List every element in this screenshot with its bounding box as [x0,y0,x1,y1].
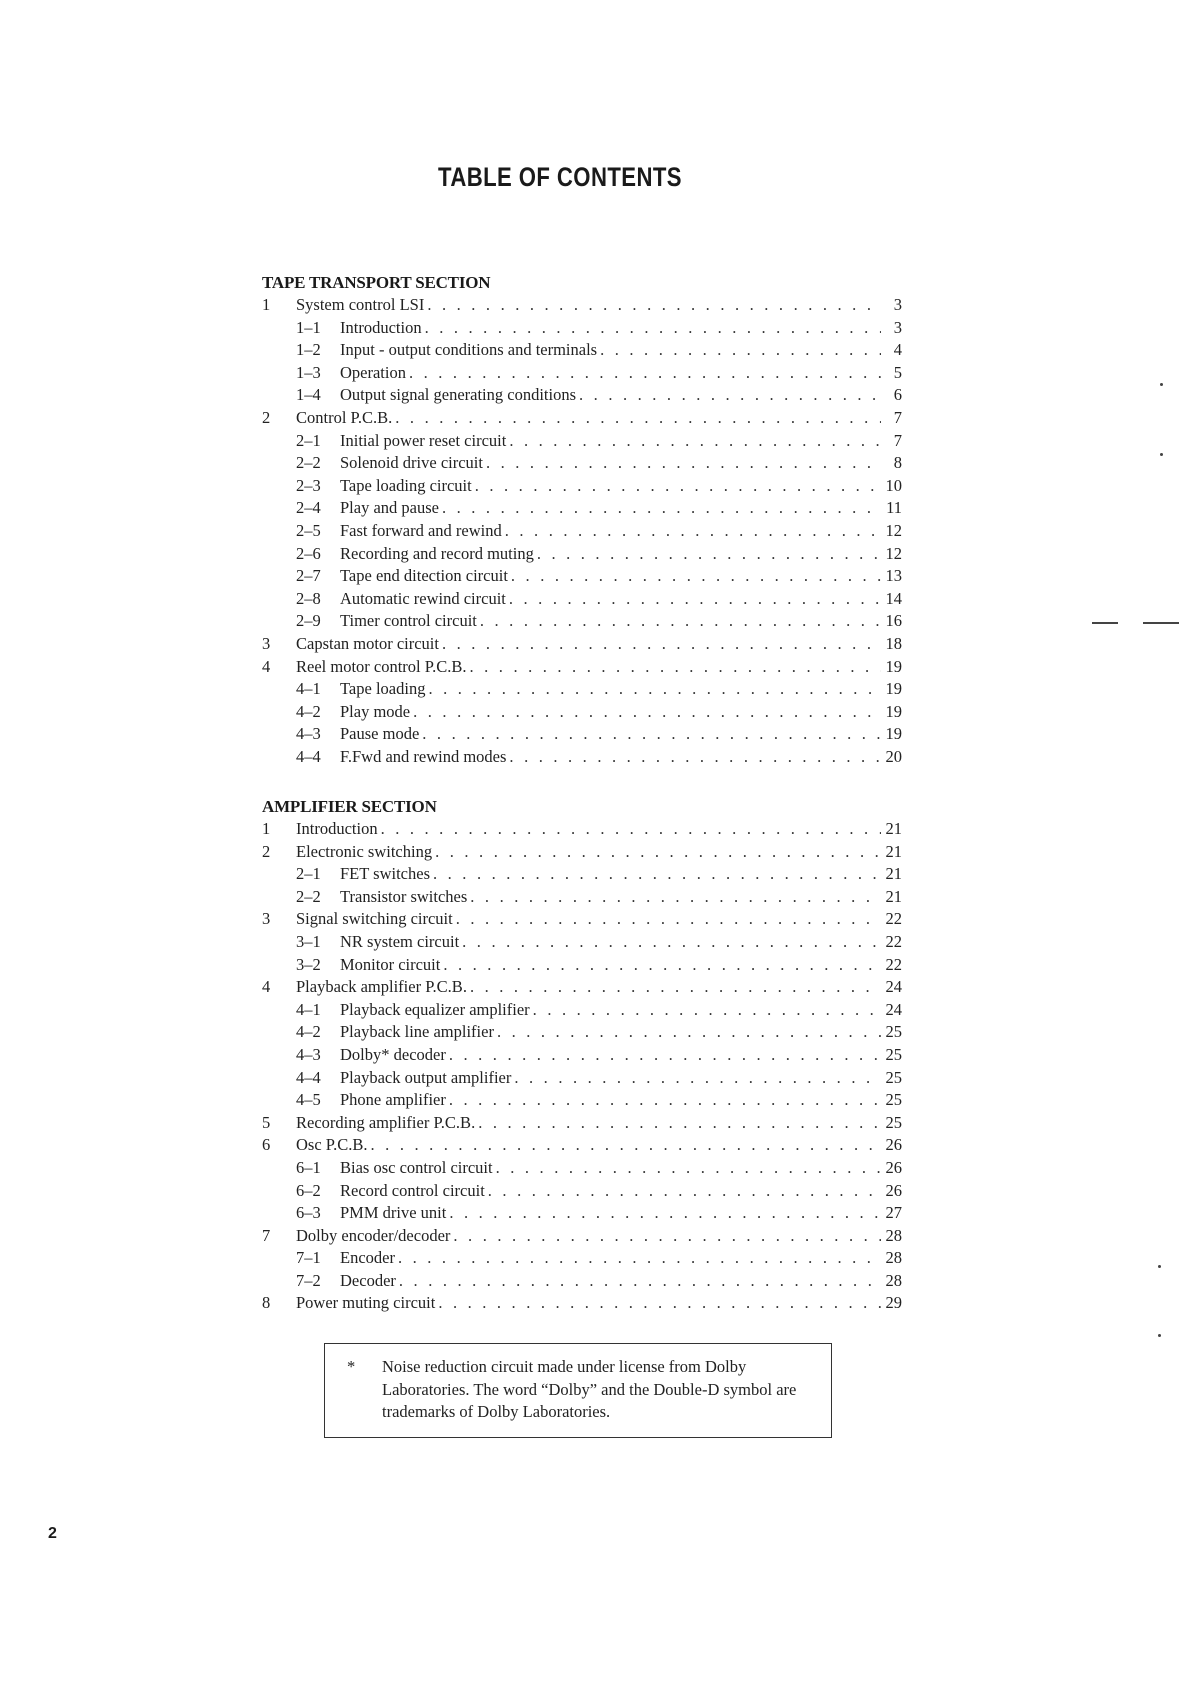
subsection-number: 2–7 [296,566,321,586]
entry-title: Dolby encoder/decoder [296,1225,451,1245]
toc-amplifier-section [262,796,902,1315]
entry-number: 1 [262,819,271,838]
toc-entry [262,976,902,999]
entry-page-number: 21 [885,864,902,884]
entry-page-number: 3 [893,295,902,314]
toc-entry [262,818,902,841]
subsection-number: 4–2 [296,1022,321,1042]
entry-title: Operation [340,362,406,382]
dot-leader [399,1270,881,1293]
scan-speck [1158,1334,1161,1337]
toc-entry [262,497,902,520]
entry-page-number: 22 [885,909,902,929]
scan-speck [1160,383,1163,386]
entry-title: Phone amplifier [340,1090,446,1110]
entry-body [296,588,902,611]
entry-body [296,497,902,520]
dot-leader [398,1247,881,1270]
dot-leader [442,497,881,520]
dot-leader [453,1225,881,1248]
toc-entry [262,1134,902,1157]
entry-body [296,1067,902,1090]
toc-entry [262,931,902,954]
dot-leader [505,520,881,543]
entry-body [296,1157,902,1180]
entry-title: Initial power reset circuit [340,430,507,450]
entry-title: Tape loading circuit [340,475,472,495]
subsection-number: 1–4 [296,385,321,405]
entry-body [296,475,902,498]
entry-page-number: 22 [885,931,902,951]
scan-speck [1143,622,1179,624]
entry-body [296,294,902,317]
entry-title: FET switches [340,864,430,884]
entry-number: 5 [262,1112,271,1132]
subsection-number: 6–2 [296,1180,321,1200]
toc-entry [262,452,902,475]
entry-number: 6 [262,1135,271,1155]
entry-title: Introduction [296,819,378,838]
subsection-number: 1–3 [296,362,321,382]
subsection-number: 2–1 [296,864,321,884]
dot-leader [533,999,881,1022]
dot-leader [422,723,881,746]
dot-leader [511,565,881,588]
entry-body [296,976,902,999]
entry-page-number: 13 [885,566,902,586]
entry-number: 2 [262,407,271,427]
toc-entry [262,1067,902,1090]
entry-page-number: 12 [885,543,902,563]
toc-entry [262,520,902,543]
entry-body [296,841,902,864]
entry-body [296,908,902,931]
dot-leader [600,339,881,362]
entry-body [296,317,902,340]
dot-leader [509,588,881,611]
entry-number: 3 [262,909,271,929]
entry-number: 1 [262,295,271,314]
entry-title: Recording amplifier P.C.B. [296,1112,476,1132]
entry-number: 2 [262,841,271,861]
toc-entry [262,633,902,656]
entry-number: 7 [262,1225,271,1245]
entry-title: Play mode [340,701,411,721]
entry-page-number: 29 [885,1293,902,1313]
section-heading: TAPE TRANSPORT SECTION [262,273,491,292]
dot-leader [475,475,881,498]
entry-body [296,520,902,543]
entry-body [296,543,902,566]
toc-entry [262,294,902,317]
entry-title: Playback output amplifier [340,1067,512,1087]
entry-page-number: 3 [893,317,902,337]
entry-body [296,1044,902,1067]
dot-leader [425,317,881,340]
entry-page-number: 25 [885,1090,902,1110]
page-title: TABLE OF CONTENTS [438,162,682,192]
entry-title: Encoder [340,1248,395,1268]
entry-page-number: 27 [885,1203,902,1223]
entry-body [296,701,902,724]
page-number: 2 [48,1525,57,1542]
toc-entry [262,610,902,633]
scan-speck [1158,1265,1161,1268]
subsection-number: 4–1 [296,999,321,1019]
scan-speck [1160,453,1163,456]
subsection-number: 7–1 [296,1248,321,1268]
dot-leader [478,1112,881,1135]
dot-leader [449,1202,881,1225]
entry-page-number: 28 [885,1270,902,1290]
dot-leader [443,954,881,977]
entry-body [296,430,902,453]
subsection-number: 2–4 [296,498,321,518]
entry-body [296,565,902,588]
entry-title: Osc P.C.B. [296,1135,368,1155]
toc-entry [262,407,902,430]
entry-body [296,1247,902,1270]
entry-page-number: 25 [885,1067,902,1087]
entry-body [296,339,902,362]
entry-page-number: 25 [885,1022,902,1042]
entry-page-number: 24 [885,999,902,1019]
entry-body [296,999,902,1022]
entry-page-number: 8 [893,453,902,473]
entry-title: Fast forward and rewind [340,520,502,540]
entry-title: F.Fwd and rewind modes [340,746,507,766]
entry-number: 3 [262,633,271,653]
entry-body [296,633,902,656]
toc-entry [262,701,902,724]
toc-entry [262,1270,902,1293]
toc-entry [262,678,902,701]
entry-body [296,452,902,475]
entry-title: Reel motor control P.C.B. [296,656,467,676]
entry-title: Playback line amplifier [340,1022,494,1042]
entry-title: Tape loading [340,679,426,699]
entry-page-number: 22 [885,954,902,974]
dot-leader [537,543,881,566]
toc-entry [262,1292,902,1315]
entry-page-number: 28 [885,1248,902,1268]
entry-page-number: 5 [893,362,902,382]
toc-entry [262,1112,902,1135]
entry-body [296,954,902,977]
entry-page-number: 20 [885,746,902,766]
toc-entry [262,886,902,909]
subsection-number: 4–2 [296,701,321,721]
entry-title: Play and pause [340,498,439,518]
subsection-number: 3–2 [296,954,321,974]
subsection-number: 6–3 [296,1203,321,1223]
subsection-number: 4–3 [296,1044,321,1064]
subsection-number: 2–2 [296,453,321,473]
subsection-number: 3–1 [296,931,321,951]
entry-body [296,362,902,385]
entry-body [296,1180,902,1203]
entry-title: Signal switching circuit [296,909,453,929]
subsection-number: 6–1 [296,1157,321,1177]
toc-entry [262,317,902,340]
entry-page-number: 18 [885,633,902,653]
toc-entry [262,908,902,931]
entry-page-number: 25 [885,1044,902,1064]
subsection-number: 4–4 [296,746,321,766]
entry-page-number: 7 [893,407,902,427]
entry-title: Output signal generating conditions [340,385,577,405]
asterisk-marker: * [347,1357,356,1376]
entry-title: Playback equalizer amplifier [340,999,530,1019]
entry-body [296,1292,902,1315]
dot-leader [371,1134,881,1157]
subsection-number: 4–3 [296,724,321,744]
entry-body [296,1202,902,1225]
toc-tape-transport-section [262,272,902,768]
entry-page-number: 6 [893,385,902,405]
dot-leader [435,841,881,864]
subsection-number: 2–5 [296,520,321,540]
entry-body [296,886,902,909]
toc-entry [262,863,902,886]
subsection-number: 2–1 [296,430,321,450]
toc-entry [262,1089,902,1112]
entry-title: Input - output conditions and terminals [340,340,598,360]
entry-page-number: 16 [885,611,902,631]
entry-body [296,384,902,407]
entry-title: Tape end ditection circuit [340,566,508,586]
entry-body [296,1089,902,1112]
dot-leader [488,1180,881,1203]
subsection-number: 2–9 [296,611,321,631]
toc-entry [262,723,902,746]
entry-number: 8 [262,1293,271,1313]
subsection-number: 1–2 [296,340,321,360]
entry-title: Control P.C.B. [296,407,393,427]
entry-page-number: 19 [885,679,902,699]
toc-entry [262,841,902,864]
toc-entry [262,954,902,977]
entry-page-number: 7 [893,430,902,450]
entry-page-number: 21 [885,819,902,838]
dot-leader [395,407,881,430]
toc-entry [262,339,902,362]
entry-body [296,1021,902,1044]
subsection-number: 2–8 [296,588,321,608]
entry-title: Solenoid drive circuit [340,453,483,473]
dot-leader [449,1044,881,1067]
entry-body [296,407,902,430]
entry-body [296,1270,902,1293]
toc-entries [262,294,902,768]
entry-page-number: 24 [885,977,902,997]
dot-leader [579,384,881,407]
entry-page-number: 11 [886,498,902,518]
entry-body [296,678,902,701]
entry-body [296,610,902,633]
subsection-number: 2–6 [296,543,321,563]
entry-title: Record control circuit [340,1180,485,1200]
entry-title: Bias osc control circuit [340,1157,493,1177]
entry-page-number: 21 [885,886,902,906]
dot-leader [428,678,881,701]
entry-page-number: 19 [885,701,902,721]
dot-leader [462,931,881,954]
toc-entry [262,656,902,679]
entry-title: Electronic switching [296,841,433,861]
dot-leader [497,1021,881,1044]
toc-entry [262,1202,902,1225]
toc-entry [262,1225,902,1248]
subsection-number: 1–1 [296,317,321,337]
entry-page-number: 26 [885,1135,902,1155]
subsection-number: 7–2 [296,1270,321,1290]
entry-title: NR system circuit [340,931,460,951]
toc-entry [262,565,902,588]
entry-title: Timer control circuit [340,611,477,631]
dot-leader [496,1157,881,1180]
entry-number: 4 [262,656,271,676]
entry-title: System control LSI [296,295,425,314]
trademark-note-box [324,1343,832,1438]
toc-entry [262,1157,902,1180]
dot-leader [470,976,881,999]
toc-entries [262,818,902,1315]
entry-body [296,1112,902,1135]
entry-body [296,723,902,746]
dot-leader [409,362,881,385]
entry-title: Playback amplifier P.C.B. [296,977,467,997]
subsection-number: 4–4 [296,1067,321,1087]
entry-title: Dolby* decoder [340,1044,446,1064]
dot-leader [486,452,881,475]
subsection-number: 2–3 [296,475,321,495]
dot-leader [433,863,881,886]
toc-entry [262,362,902,385]
entry-title: Power muting circuit [296,1293,436,1313]
toc-entry [262,1180,902,1203]
entry-page-number: 10 [885,475,902,495]
dot-leader [470,886,881,909]
entry-title: PMM drive unit [340,1203,447,1223]
entry-page-number: 14 [885,588,902,608]
entry-page-number: 19 [885,656,902,676]
entry-body [296,863,902,886]
entry-title: Automatic rewind circuit [340,588,506,608]
toc-entry [262,1021,902,1044]
dot-leader [509,430,881,453]
entry-title: Transistor switches [340,886,468,906]
entry-title: Decoder [340,1270,396,1290]
toc-entry [262,746,902,769]
toc-entry [262,475,902,498]
trademark-note-text: Noise reduction circuit made under license from Dolby Laboratories. The word “Dolby” and the Double-D symbol are trademarks of Dolby Laboratories. [382,1357,797,1421]
entry-page-number: 21 [885,841,902,861]
entry-body [296,1134,902,1157]
subsection-number: 4–1 [296,679,321,699]
toc-entry [262,543,902,566]
toc-entry [262,430,902,453]
entry-page-number: 25 [885,1112,902,1132]
toc-entry [262,588,902,611]
scan-speck [1092,622,1118,624]
entry-page-number: 28 [885,1225,902,1245]
toc-entry [262,999,902,1022]
entry-page-number: 12 [885,520,902,540]
dot-leader [381,818,881,841]
subsection-number: 4–5 [296,1090,321,1110]
entry-page-number: 19 [885,724,902,744]
dot-leader [514,1067,881,1090]
section-heading: AMPLIFIER SECTION [262,797,437,816]
toc-entry [262,1044,902,1067]
toc-entry [262,384,902,407]
entry-body [296,656,902,679]
toc-entry [262,1247,902,1270]
dot-leader [509,746,881,769]
entry-body [296,931,902,954]
entry-title: Pause mode [340,724,420,744]
entry-page-number: 4 [893,340,902,360]
entry-page-number: 26 [885,1180,902,1200]
subsection-number: 2–2 [296,886,321,906]
dot-leader [438,1292,881,1315]
dot-leader [413,701,881,724]
entry-title: Introduction [340,317,422,337]
entry-page-number: 26 [885,1157,902,1177]
entry-title: Capstan motor circuit [296,633,439,653]
entry-body [296,1225,902,1248]
dot-leader [427,294,881,317]
dot-leader [449,1089,881,1112]
entry-body [296,818,902,841]
entry-title: Recording and record muting [340,543,534,563]
dot-leader [456,908,881,931]
dot-leader [470,656,882,679]
entry-body [296,746,902,769]
dot-leader [480,610,881,633]
dot-leader [442,633,881,656]
entry-number: 4 [262,977,271,997]
entry-title: Monitor circuit [340,954,441,974]
